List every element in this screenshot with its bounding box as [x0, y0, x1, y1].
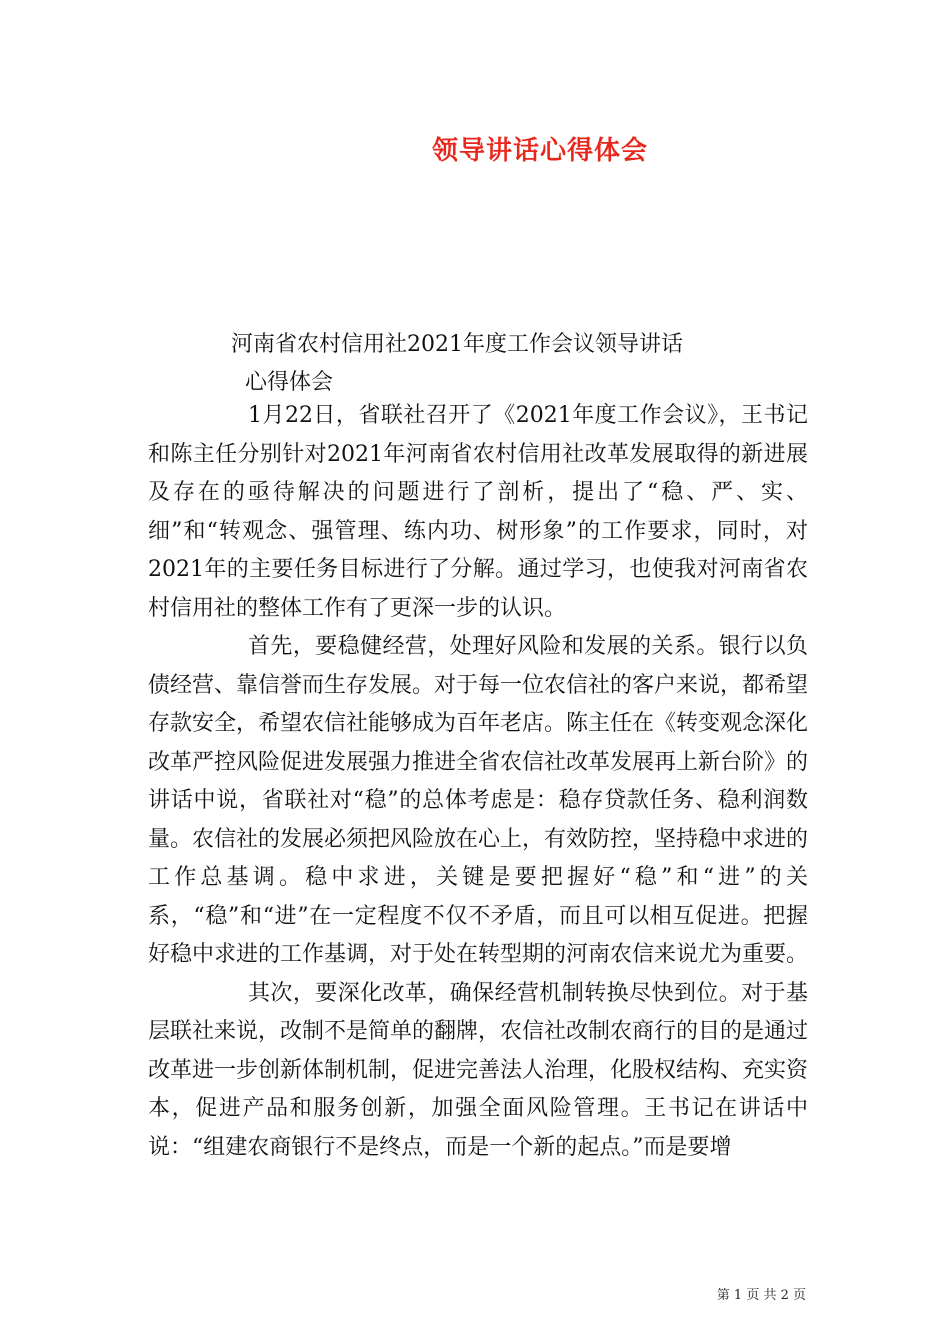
document-title: 领导讲话心得体会 [431, 136, 648, 166]
subtitle-line-1: 河南省农村信用社2021年度工作会议领导讲话 [231, 332, 683, 357]
document-body [148, 397, 808, 1167]
page-number: 第 1 页 共 2 页 [716, 1288, 806, 1303]
paragraph-1: 1月22日，省联社召开了《2021年度工作会议》，王书记和陈主任分别针对2021年河南省农村信用社改革发展取得的新进展及存在的亟待解决的问题进行了剖析，提出了“稳、严、实、细”和“转观念、强管理、练内功、树形象”的工作要求，同时，对2021年的主要任务目标进行了分解。通过学习，也使我对河南省农村信用社的整体工作有了更深一步的认识。 [148, 403, 808, 621]
paragraph-3: 其次，要深化改革，确保经营机制转换尽快到位。对于基层联社来说，改制不是简单的翻牌，农信社改制农商行的目的是通过改革进一步创新体制机制，促进完善法人治理，化股权结构、充实资本，促进产品和服务创新，加强全面风险管理。王书记在讲话中说：“组建农商银行不是终点，而是一个新的起点。”而是要增 [148, 980, 809, 1160]
paragraph-2: 首先，要稳健经营，处理好风险和发展的关系。银行以负债经营、靠信誉而生存发展。对于每一位农信社的客户来说，都希望存款安全，希望农信社能够成为百年老店。陈主任在《转变观念深化改革严控风险促进发展强力推进全省农信社改革发展再上新台阶》的讲话中说，省联社对“稳”的总体考虑是：稳存贷款任务、稳利润数量。农信社的发展必须把风险放在心上，有效防控，坚持稳中求进的工作总基调。稳中求进，关键是要把握好“稳”和“进”的关系，“稳”和“进”在一定程度不仅不矛盾，而且可以相互促进。把握好稳中求进的工作基调，对于处在转型期的河南农信来说尤为重要。 [148, 634, 809, 967]
subtitle-line-2: 心得体会 [245, 370, 334, 395]
